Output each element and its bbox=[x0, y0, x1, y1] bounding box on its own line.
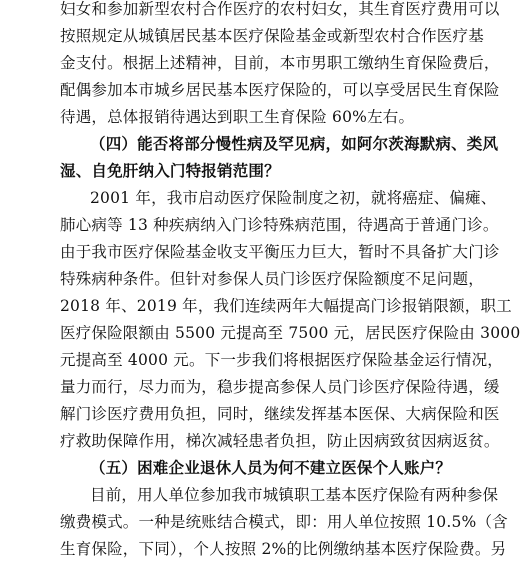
paragraph-line: 特殊病种条件。但针对参保人员门诊医疗保险额度不足问题， bbox=[60, 270, 484, 288]
paragraph-line: 由于我市医疗保险基金收支平衡压力巨大，暂时不具备扩大门诊 bbox=[60, 243, 500, 261]
paragraph-line: 2001 年，我市启动医疗保险制度之初，就将癌症、偏瘫、 bbox=[90, 189, 497, 207]
paragraph-line: 配偶参加本市城乡居民基本医疗保险的，可以享受居民生育保险 bbox=[60, 81, 500, 99]
paragraph-line: 生育保险，下同），个人按照 2%的比例缴纳基本医疗保险费。另 bbox=[60, 540, 507, 558]
paragraph-line: 肺心病等 13 种疾病纳入门诊特殊病范围，待遇高于普通门诊。 bbox=[60, 216, 499, 234]
paragraph-line: 医疗保险限额由 5500 元提高至 7500 元，居民医疗保险由 3000 bbox=[60, 324, 520, 342]
paragraph-line: 金支付。根据上述精神，目前，本市男职工缴纳生育保险费后， bbox=[60, 54, 500, 72]
paragraph-line: 元提高至 4000 元。下一步我们将根据医疗保险基金运行情况， bbox=[60, 351, 504, 369]
paragraph-line: 目前，用人单位参加我市城镇职工基本医疗保险有两种参保 bbox=[90, 486, 499, 504]
paragraph-line: 缴费模式。一种是统账结合模式，即：用人单位按照 10.5%（含 bbox=[60, 513, 508, 531]
paragraph-line: 2018 年、2019 年，我们连续两年大幅提高门诊报销限额，职工 bbox=[60, 297, 512, 315]
paragraph-line: 妇女和参加新型农村合作医疗的农村妇女，其生育医疗费用可以 bbox=[60, 0, 500, 18]
paragraph-line: 量力而行，尽力而为，稳步提高参保人员门诊医疗保险待遇，缓 bbox=[60, 378, 500, 396]
section-heading-line: 湿、自免肝纳入门特报销范围？ bbox=[60, 162, 280, 180]
section-heading-line: （四）能否将部分慢性病及罕见病，如阿尔茨海默病、类风 bbox=[90, 135, 499, 153]
section-heading-line: （五）困难企业退休人员为何不建立医保个人账户？ bbox=[90, 459, 452, 477]
paragraph-line: 待遇，总体报销待遇达到职工生育保险 60%左右。 bbox=[60, 108, 415, 126]
paragraph-line: 按照规定从城镇居民基本医疗保险基金或新型农村合作医疗基 bbox=[60, 27, 484, 45]
paragraph-line: 疗救助保障作用，梯次减轻患者负担，防止因病致贫因病返贫。 bbox=[60, 432, 500, 450]
paragraph-line: 解门诊医疗费用负担，同时，继续发挥基本医保、大病保险和医 bbox=[60, 405, 500, 423]
